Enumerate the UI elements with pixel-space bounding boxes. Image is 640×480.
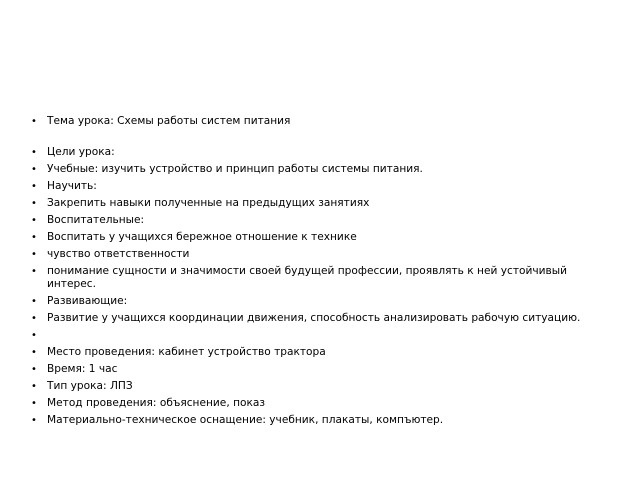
list-item-text: Тип урока: ЛПЗ	[47, 380, 133, 392]
bullet-icon: •	[31, 313, 37, 324]
list-item	[30, 146, 610, 160]
lesson-plan-list	[30, 115, 610, 431]
list-item	[30, 363, 610, 377]
list-item	[30, 248, 610, 262]
list-item-text: Воспитательные:	[47, 213, 145, 226]
bullet-icon: •	[31, 265, 37, 277]
list-item	[30, 295, 610, 309]
bullet-icon: •	[31, 330, 37, 341]
list-item-text: Тема урока: Схемы работы систем питания	[47, 115, 291, 127]
list-item	[30, 346, 610, 360]
list-item-text: Развивающие:	[47, 295, 128, 307]
list-item	[30, 312, 610, 326]
bullet-icon: •	[31, 197, 37, 209]
list-item	[30, 163, 610, 177]
bullet-icon: •	[31, 231, 37, 243]
bullet-icon: •	[31, 163, 37, 175]
list-item-text: Учебные: изучить устройство и принцип работы системы питания.	[47, 162, 423, 175]
list-item-text: Материально-техническое оснащение: учебник, плакаты, компъютер.	[47, 414, 444, 426]
list-item-empty	[30, 329, 610, 343]
bullet-icon: •	[31, 381, 37, 392]
list-item-text: Развитие у учащихся координации движения, способность анализировать рабочую ситуацию.	[47, 312, 581, 324]
list-item-text: Научить:	[47, 179, 97, 192]
list-item	[30, 380, 610, 394]
bullet-icon: •	[31, 398, 37, 409]
list-item-text: Закрепить навыки полученные на предыдущих занятиях	[47, 196, 370, 209]
list-item	[30, 231, 610, 245]
bullet-icon: •	[31, 296, 37, 307]
list-item-text: Цели урока:	[47, 145, 115, 158]
list-item	[30, 414, 610, 428]
bullet-icon: •	[31, 364, 37, 375]
list-item-text: Место проведения: кабинет устройство трактора	[47, 346, 326, 358]
list-item-text: чувство ответственности	[47, 247, 190, 260]
bullet-icon: •	[31, 180, 37, 192]
bullet-icon: •	[31, 146, 37, 158]
list-item-text: Воспитать у учащихся бережное отношение к технике	[47, 230, 357, 243]
bullet-icon: •	[31, 116, 37, 127]
list-item	[30, 214, 610, 228]
list-item-topic	[30, 115, 610, 129]
list-item-text	[47, 329, 610, 343]
bullet-icon: •	[31, 214, 37, 226]
list-item	[30, 197, 610, 211]
list-item-text: Метод проведения: объяснение, показ	[47, 397, 265, 409]
bullet-icon: •	[31, 248, 37, 260]
list-item-text: понимание сущности и значимости своей будущей профессии, проявлять к ней устойчивый интерес.	[47, 264, 568, 290]
bullet-icon: •	[31, 415, 37, 426]
list-item	[30, 180, 610, 194]
bullet-icon: •	[31, 347, 37, 358]
list-item	[30, 265, 610, 292]
list-item	[30, 397, 610, 411]
list-item-text: Время: 1 час	[47, 363, 118, 375]
